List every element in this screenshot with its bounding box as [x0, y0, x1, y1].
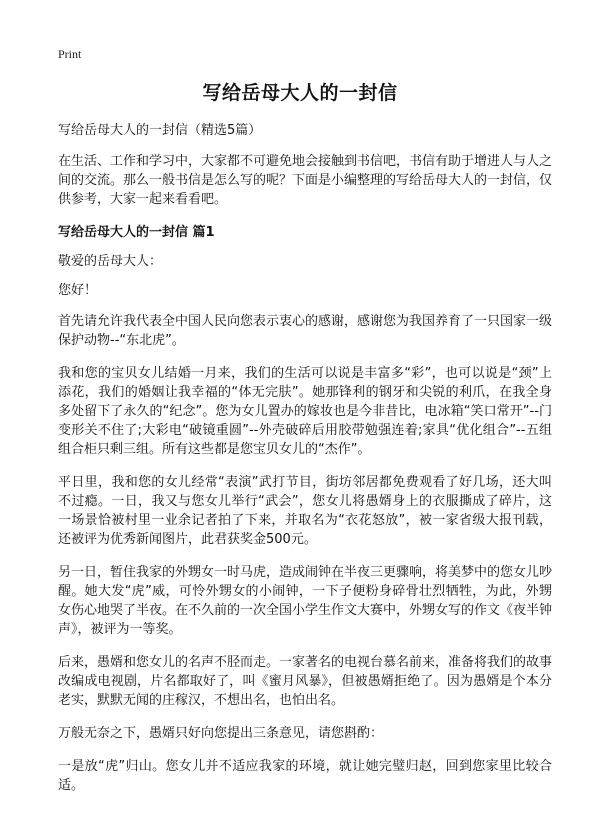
letter-greeting: 您好！ — [58, 283, 98, 298]
intro-paragraph: 在生活、工作和学习中，大家都不可避免地会接触到书信吧，书信有助于增进人与人之间的交流。那么一般书信是怎么写的呢？下面是小编整理的写给岳母大人的一封信，仅供参考，大家一起来看看吧。 — [58, 154, 553, 207]
document-title: 写给岳母大人的一封信 — [202, 82, 398, 104]
letter-paragraph: 另一日，暂住我家的外甥女一时马虎，造成闹钟在半夜三更骤响，将美梦中的您女儿吵醒。她大发“虎”威，可怜外甥女的小闹钟，一下子便粉身碎骨壮烈牺牲，为此，外甥女伤心地哭了半夜。在不久前的一次全国小学生作文大赛中，外甥女写的作文《夜半钟声》，被评为一等奖。 — [58, 565, 553, 637]
letter-salutation: 敬爱的岳母大人： — [58, 254, 163, 269]
print-link[interactable]: Print — [58, 47, 82, 61]
letter-paragraph: 首先请允许我代表全中国人民向您表示衷心的感谢，感谢您为我国养育了一只国家一级保护动物--“东北虎”。 — [58, 314, 553, 348]
letter-paragraph: 一是放“虎”归山。您女儿并不适应我家的环境，就让她完璧归赵，回到您家里比较合适。 — [58, 759, 552, 793]
letter-paragraph: 后来，愚婿和您女儿的名声不胫而走。一家著名的电视台慕名前来，准备将我们的故事改编成电视剧，片名都取好了，叫《蜜月风暴》，但被愚婿拒绝了。因为愚婿是个本分老实，默默无闻的庄稼汉，不想出名，也怕出名。 — [58, 655, 553, 708]
section-heading: 写给岳母大人的一封信 篇1 — [58, 225, 215, 240]
letter-paragraph: 平日里，我和您的女儿经常“表演”武打节目，街坊邻居都免费观看了好几场，还大叫不过瘾。一日，我又与您女儿举行“武会”，您女儿将愚婿身上的衣服撕成了碎片，这一场景恰被村里一业余记者拍了下来，并取名为“衣花怒放”，被一家省级大报刊载，还被评为优秀新闻图片，此君获奖金500元。 — [58, 475, 552, 547]
letter-paragraph: 我和您的宝贝女儿结婚一月来，我们的生活可以说是丰富多“彩”，也可以说是“颈”上添花，我们的婚姻让我幸福的“体无完肤”。她那锋利的钢牙和尖锐的利爪，在我全身多处留下了永久的“纪念”。您为女儿置办的嫁妆也是今非昔比，电冰箱“笑口常开”--门变形关不住了;大彩电“破镜重圆”--外壳破碎后用胶带勉强连着;家具“优化组合”--五组组合柜只剩三组。所有这些都是您宝贝女儿的“杰作”。 — [58, 366, 552, 457]
document-subtitle: 写给岳母大人的一封信（精选5篇） — [58, 123, 262, 138]
letter-paragraph: 万般无奈之下，愚婿只好向您提出三条意见，请您斟酌： — [58, 726, 384, 741]
document-body — [58, 121, 552, 809]
